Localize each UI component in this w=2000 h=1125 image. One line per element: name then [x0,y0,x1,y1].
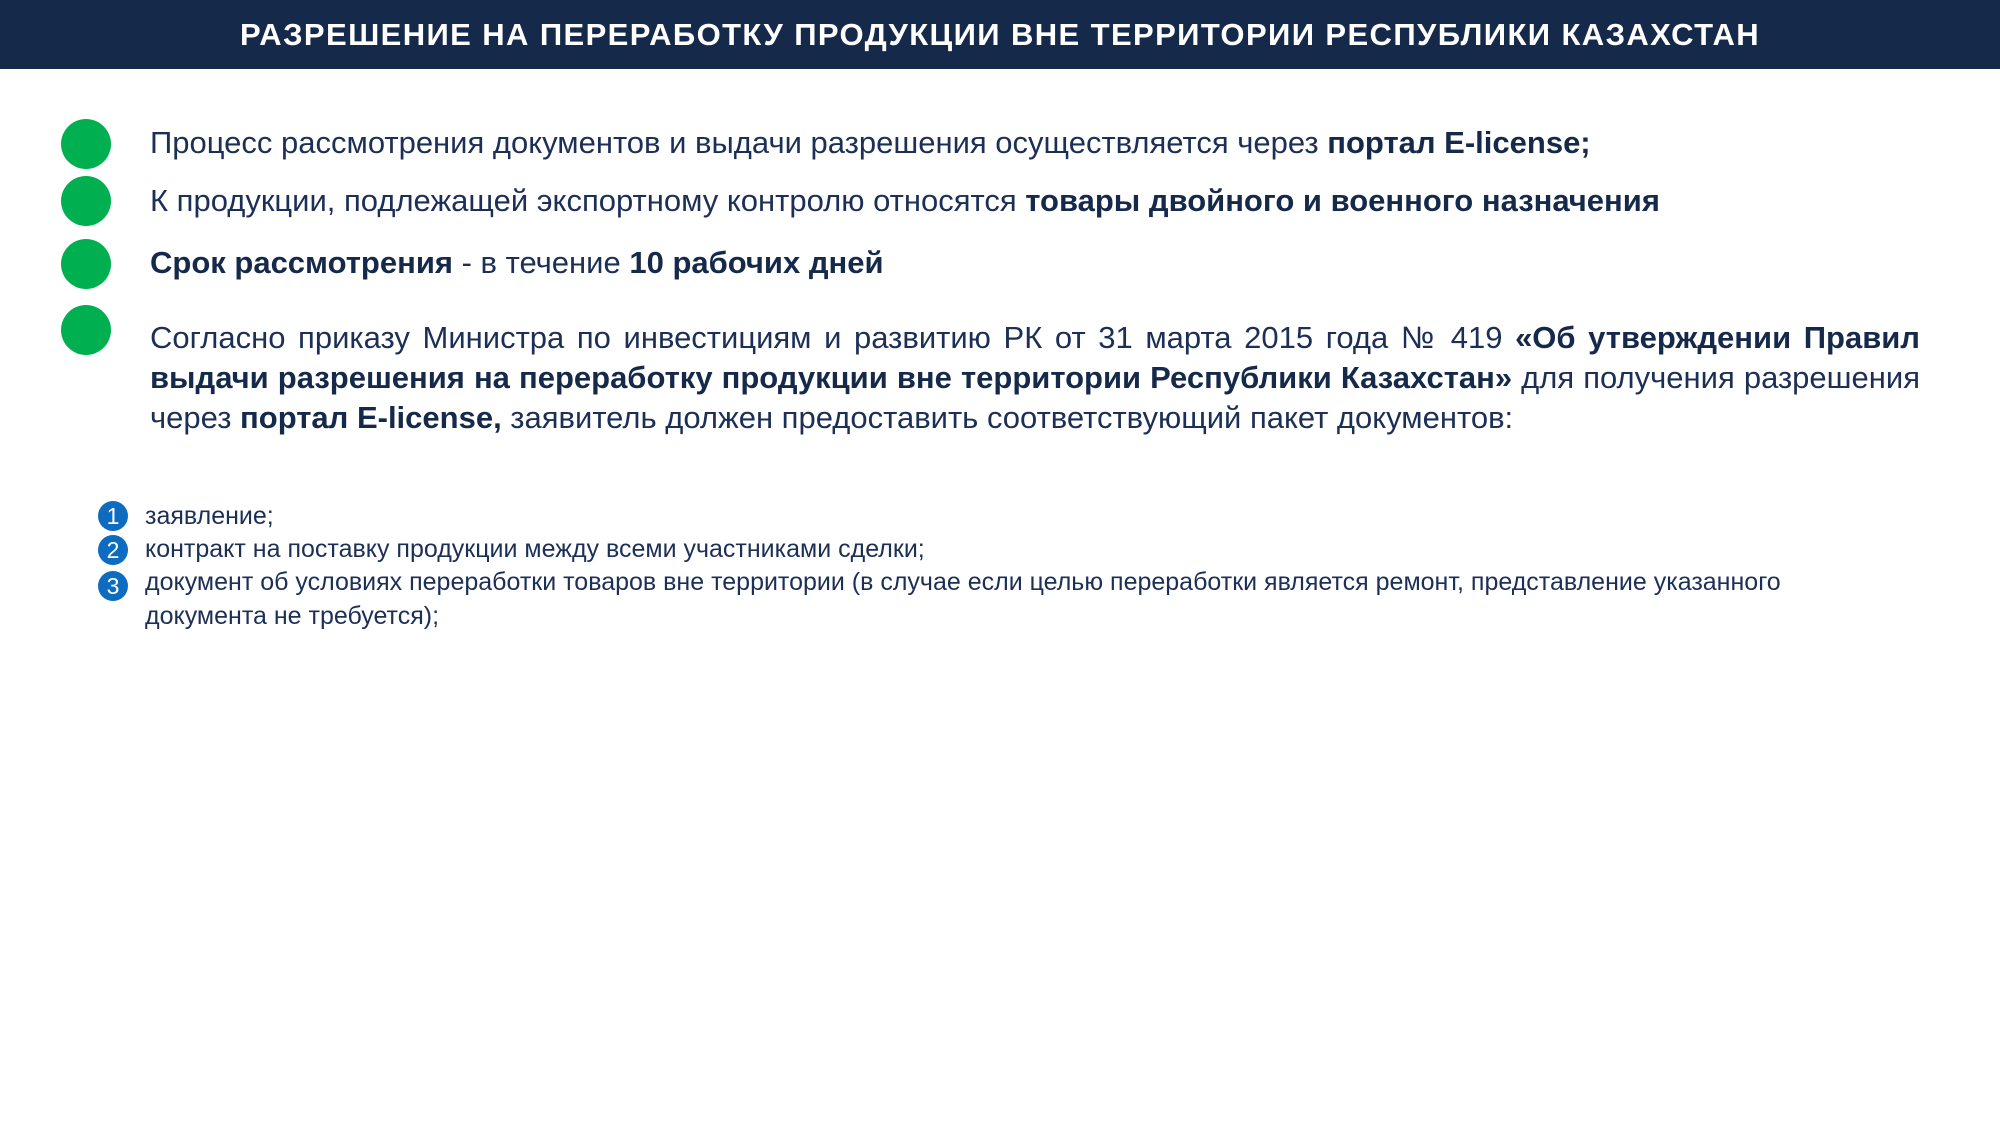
document-item: контракт на поставку продукции между всеми участниками сделки; [145,535,925,563]
bullet-dot-icon [61,176,111,226]
bullet-text-portal [150,123,1591,163]
header-bar [0,0,2000,69]
bullet-dot-icon [61,119,111,169]
bullet-bold-text: товары двойного и военного назначения [1025,183,1660,218]
paragraph-text: заявитель должен предоставить соответствующий пакет документов: [501,400,1514,435]
bullet-bold-text: портал E-license; [1327,125,1591,160]
number-badge-icon: 2 [98,535,128,565]
paragraph-bold-text: портал E-license, [240,400,502,435]
paragraph-text: Согласно приказу Министра по инвестициям и развитию РК от 31 марта 2015 года № 419 [150,320,1516,355]
number-badge-icon: 1 [98,501,128,531]
bullet-bold-text: Срок рассмотрения [150,245,453,280]
page-title: РАЗРЕШЕНИЕ НА ПЕРЕРАБОТКУ ПРОДУКЦИИ ВНЕ ТЕРРИТОРИИ РЕСПУБЛИКИ КАЗАХСТАН [239,16,1761,52]
number-badge-icon: 3 [98,571,128,601]
document-item: заявление; [145,502,274,530]
bullet-bold-text: 10 рабочих дней [629,245,884,280]
paragraph-bold-text: «Об утверждении Правил выдачи разрешения на переработку продукции вне территории Республики Казахстан» [150,320,1921,395]
document-item: документ об условиях переработки товаров вне территории (в случае если целью переработки является ремонт, представление указанного документа не требуется); [145,568,1781,630]
order-paragraph [150,318,1920,438]
bullet-plain-text: Процесс рассмотрения документов и выдачи разрешения осуществляется через [150,125,1328,160]
bullet-dot-icon [61,305,111,355]
bullet-plain-text: - в течение [452,245,630,280]
paragraph-text: для получения разрешения через [150,360,1920,435]
bullet-text-goods [150,181,1660,221]
bullet-dot-icon [61,239,111,289]
bullet-text-term [150,243,884,283]
bullet-plain-text: К продукции, подлежащей экспортному контролю относятся [150,183,1026,218]
